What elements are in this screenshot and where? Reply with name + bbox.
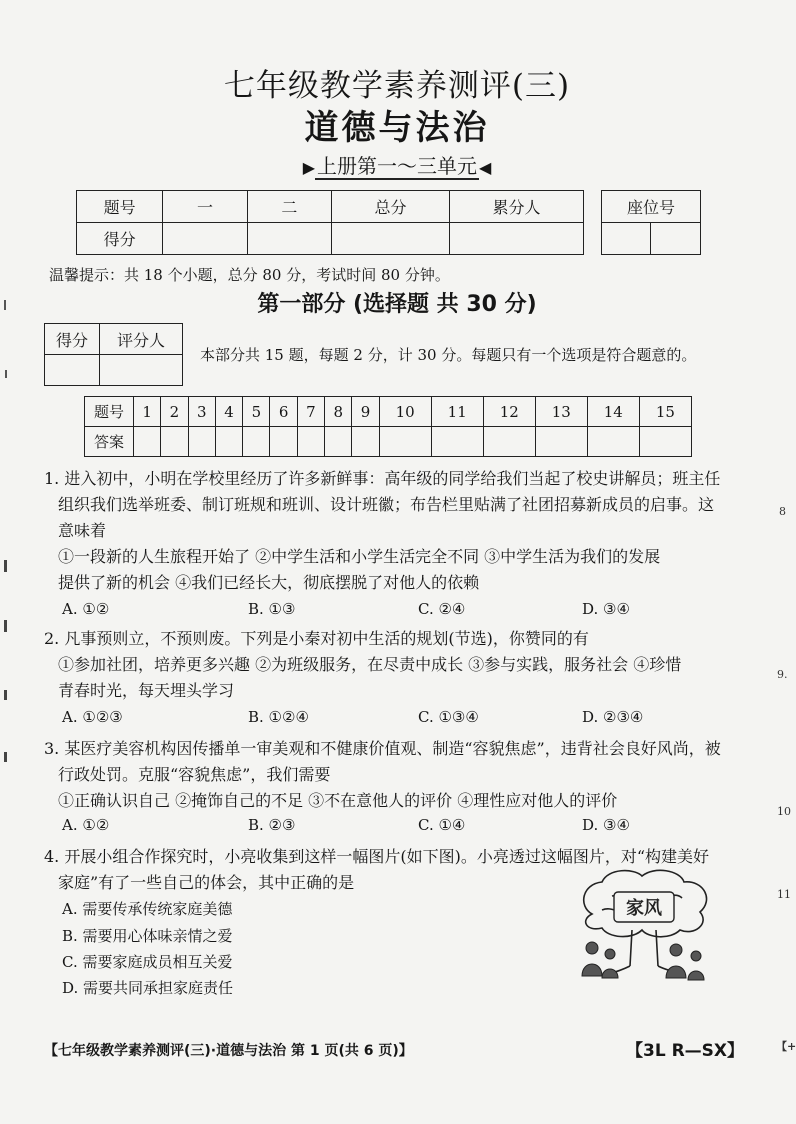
arrow-right-icon: ▶ xyxy=(302,158,315,177)
option-a[interactable]: A. ①② xyxy=(62,600,110,618)
question-line: ①正确认识自己 ②掩饰自己的不足 ③不在意他人的评价 ④理性应对他人的评价 xyxy=(58,791,618,810)
seat-table xyxy=(601,190,701,255)
question-number-cell: 6 xyxy=(270,397,297,427)
option-d[interactable]: D. ③④ xyxy=(582,816,630,834)
answer-input-cell[interactable] xyxy=(535,427,587,457)
footer-page-info: 【七年级教学素养测评(三)·道德与法治 第 1 页(共 6 页)】 xyxy=(44,1043,413,1059)
question-number-cell: 5 xyxy=(243,397,270,427)
edge-mark: 【+ xyxy=(776,1040,796,1053)
question-number-cell: 7 xyxy=(297,397,324,427)
question-number-cell: 12 xyxy=(483,397,535,427)
question-number-cell: 3 xyxy=(188,397,215,427)
answer-input-cell[interactable] xyxy=(431,427,483,457)
score-input-cell[interactable] xyxy=(247,223,331,255)
score-header-cell: 累分人 xyxy=(450,191,584,223)
question-line: 1. 进入初中，小明在学校里经历了许多新鲜事：高年级的同学给我们当起了校史讲解员；班主任 xyxy=(44,469,721,488)
question-line: 行政处罚。克服“容貌焦虑”，我们需要 xyxy=(58,765,331,784)
seat-label: 座位号 xyxy=(602,191,701,223)
answer-input-cell[interactable] xyxy=(587,427,639,457)
answer-table-header: 题号 xyxy=(85,397,134,427)
option-c[interactable]: C. ①③④ xyxy=(418,708,479,726)
answer-input-cell[interactable] xyxy=(134,427,161,457)
grader-table xyxy=(44,323,183,386)
arrow-left-icon: ◀ xyxy=(479,158,492,177)
question-line: ①一段新的人生旅程开始了 ②中学生活和小学生活完全不同 ③中学生活为我们的发展 xyxy=(58,547,661,566)
question-3 xyxy=(44,736,721,814)
edge-mark: 11 xyxy=(777,888,791,901)
edge-mark: 10 xyxy=(777,805,791,818)
option-b[interactable]: B. ②③ xyxy=(248,816,296,834)
question-number-cell: 14 xyxy=(587,397,639,427)
grader-input-cell[interactable] xyxy=(100,355,183,386)
answer-input-cell[interactable] xyxy=(270,427,297,457)
question-line: ①参加社团，培养更多兴趣 ②为班级服务，在尽责中成长 ③参与实践，服务社会 ④珍惜 xyxy=(58,655,682,674)
footer-code: 【3L R—SX】 xyxy=(626,1041,745,1061)
gutter-mark xyxy=(4,752,7,762)
grader-input-cell[interactable] xyxy=(45,355,100,386)
score-header-cell: 二 xyxy=(247,191,331,223)
option-c[interactable]: C. ②④ xyxy=(418,600,466,618)
illustration-caption: 家风 xyxy=(626,898,662,919)
grader-name-label: 评分人 xyxy=(100,324,183,355)
question-number-cell: 13 xyxy=(535,397,587,427)
question-1 xyxy=(44,466,720,596)
notice-text: 温馨提示：共 18 个小题，总分 80 分，考试时间 80 分钟。 xyxy=(49,266,450,284)
score-input-cell[interactable] xyxy=(163,223,247,255)
question-number-cell: 4 xyxy=(215,397,242,427)
gutter-mark xyxy=(4,300,6,310)
question-number-cell: 9 xyxy=(352,397,379,427)
question-line: 提供了新的机会 ④我们已经长大，彻底摆脱了对他人的依赖 xyxy=(58,573,480,592)
question-line: 组织我们选举班委、制订班规和班训、设计班徽；布告栏里贴满了社团招募新成员的启事。这 xyxy=(58,495,715,514)
answer-input-cell[interactable] xyxy=(352,427,379,457)
answer-input-cell[interactable] xyxy=(243,427,270,457)
part1-description: 本部分共 15 题，每题 2 分，计 30 分。每题只有一个选项是符合题意的。 xyxy=(200,346,697,364)
gutter-mark xyxy=(4,620,7,632)
scope-text: 上册第一～三单元 xyxy=(317,154,477,178)
question-number-cell: 2 xyxy=(161,397,188,427)
question-line: 4. 开展小组合作探究时，小亮收集到这样一幅图片(如下图)。小亮透过这幅图片，对“构建美好 xyxy=(44,847,710,866)
option-b[interactable]: B. ①③ xyxy=(248,600,296,618)
question-line: 意味着 xyxy=(58,521,107,540)
answer-input-cell[interactable] xyxy=(639,427,691,457)
edge-mark: 9. xyxy=(777,668,788,681)
option-c[interactable]: C. ①④ xyxy=(418,816,466,834)
option-d[interactable]: D. ③④ xyxy=(582,600,630,618)
option-d[interactable]: D. ②③④ xyxy=(582,708,644,726)
seat-input-cell[interactable] xyxy=(651,223,701,255)
answer-input-cell[interactable] xyxy=(188,427,215,457)
edge-mark: 8 xyxy=(779,505,786,518)
question-line: 3. 某医疗美容机构因传播单一审美观和不健康价值观、制造“容貌焦虑”，违背社会良好风尚，被 xyxy=(44,739,721,758)
option-b[interactable]: B. ①②④ xyxy=(248,708,309,726)
option-a[interactable]: A. ①② xyxy=(62,816,110,834)
subject-title: 道德与法治 xyxy=(304,108,490,148)
option-c[interactable]: C. 需要家庭成员相互关爱 xyxy=(62,953,233,971)
scope-subtitle xyxy=(0,150,794,179)
score-input-cell[interactable] xyxy=(450,223,584,255)
question-2 xyxy=(44,626,681,704)
question-number-cell: 8 xyxy=(325,397,352,427)
exam-title: 七年级教学素养测评(三) xyxy=(223,68,571,104)
question-number-cell: 10 xyxy=(379,397,431,427)
part1-title: 第一部分 (选择题 共 30 分) xyxy=(257,292,537,317)
question-line: 青春时光，每天埋头学习 xyxy=(58,681,235,700)
answer-table-label: 答案 xyxy=(85,427,134,457)
grader-score-label: 得分 xyxy=(45,324,100,355)
family-tree-illustration xyxy=(572,866,718,986)
question-number-cell: 15 xyxy=(639,397,691,427)
option-a[interactable]: A. ①②③ xyxy=(62,708,123,726)
score-row-label: 得分 xyxy=(77,223,163,255)
score-header-cell: 题号 xyxy=(77,191,163,223)
question-number-cell: 11 xyxy=(431,397,483,427)
answer-input-cell[interactable] xyxy=(215,427,242,457)
score-table xyxy=(76,190,584,255)
option-d[interactable]: D. 需要共同承担家庭责任 xyxy=(62,979,234,997)
option-a[interactable]: A. 需要传承传统家庭美德 xyxy=(62,900,233,918)
option-b[interactable]: B. 需要用心体味亲情之爱 xyxy=(62,927,233,945)
question-number-cell: 1 xyxy=(134,397,161,427)
score-input-cell[interactable] xyxy=(332,223,450,255)
answer-table xyxy=(84,396,692,457)
question-line: 家庭”有了一些自己的体会，其中正确的是 xyxy=(58,873,355,892)
answer-input-cell[interactable] xyxy=(325,427,352,457)
gutter-mark xyxy=(4,560,7,572)
answer-input-cell[interactable] xyxy=(483,427,535,457)
answer-input-cell[interactable] xyxy=(297,427,324,457)
answer-input-cell[interactable] xyxy=(161,427,188,457)
answer-input-cell[interactable] xyxy=(379,427,431,457)
score-header-cell: 总分 xyxy=(332,191,450,223)
gutter-mark xyxy=(5,370,7,378)
seat-input-cell[interactable] xyxy=(602,223,651,255)
gutter-mark xyxy=(4,690,7,700)
score-header-cell: 一 xyxy=(163,191,247,223)
question-line: 2. 凡事预则立，不预则废。下列是小秦对初中生活的规划(节选)，你赞同的有 xyxy=(44,629,589,648)
